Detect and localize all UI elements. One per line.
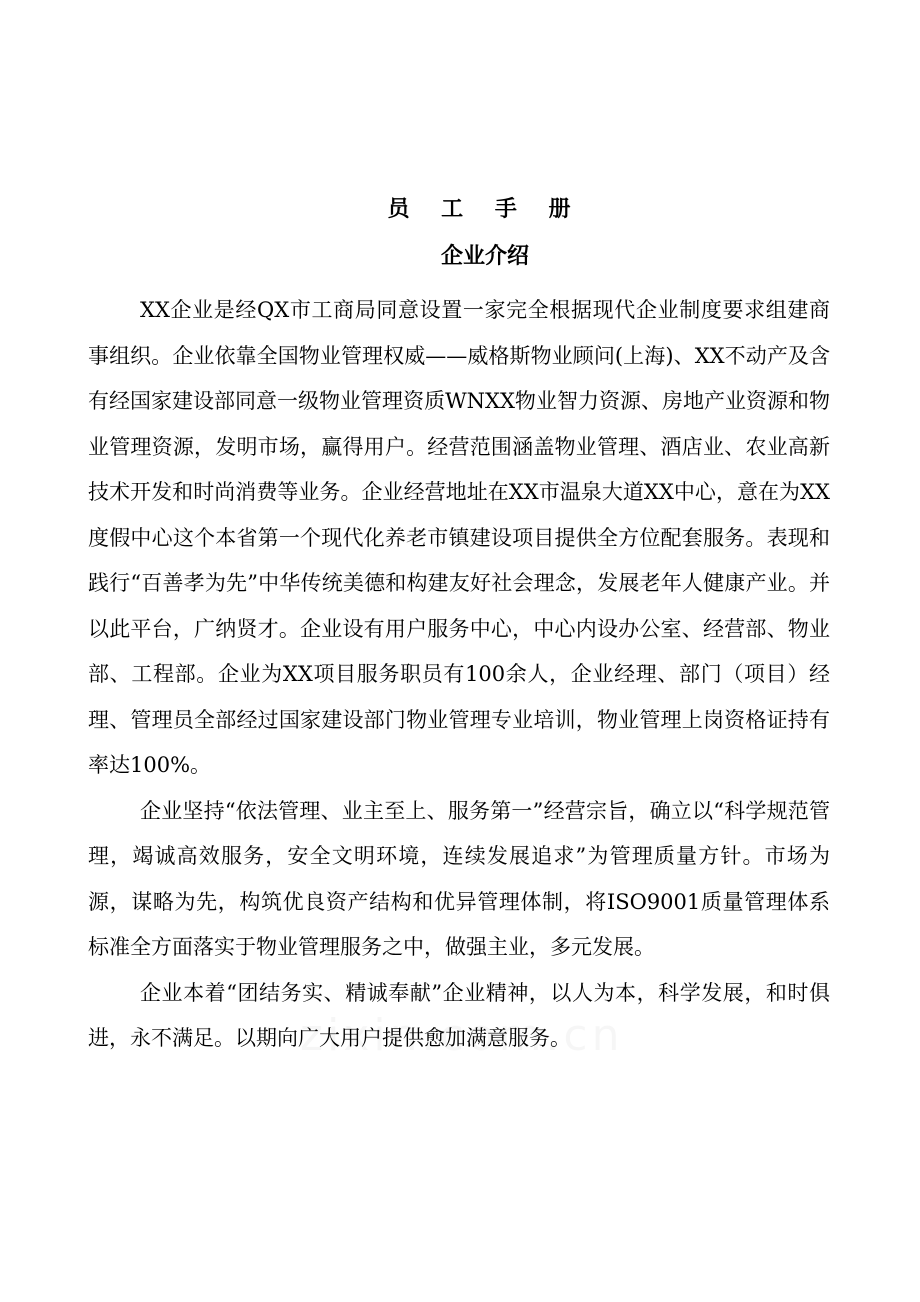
section-heading: 企业介绍 xyxy=(440,244,529,269)
document-title: 员 工 手 册 xyxy=(387,197,583,222)
paragraph-company-intro: XX企业是经QX市工商局同意设置一家完全根据现代企业制度要求组建商事组织。企业依靠全国物业管理权威——威格斯物业顾问(上海)、XX不动产及含有经国家建设部同意一级物业管理资质WNXX物业智力资源、房地产业资源和物业管理资源，发明市场，赢得用户。经营范围涵盖物业管理、酒店业、农业高新技术开发和时尚消费等业务。企业经营地址在XX市温泉大道XX中心，意在为XX度假中心这个本省第一个现代化养老市镇建设项目提供全方位配套服务。表现和践行“百善孝为先”中华传统美德和构建友好社会理念，发展老年人健康产业。并以此平台，广纳贤才。企业设有用户服务中心，中心内设办公室、经营部、物业部、工程部。企业为XX项目服务职员有100余人，企业经理、部门（项目）经理、管理员全部经过国家建设部门物业管理专业培训，物业管理上岗资格证持有率达100%。 xyxy=(88,298,830,777)
paragraph-company-spirit: 企业本着“团结务实、精诚奉献”企业精神，以人为本，科学发展，和时俱进，永不满足。以期向广大用户提供愈加满意服务。 xyxy=(88,980,830,1050)
paragraph-management-policy: 企业坚持“依法管理、业主至上、服务第一”经营宗旨，确立以“科学规范管理，竭诚高效服务，安全文明环境，连续发展追求”为管理质量方针。市场为源，谋略为先，构筑优良资产结构和优异管理体制，将ISO9001质量管理体系标准全方面落实于物业管理服务之中，做强主业，多元发展。 xyxy=(88,798,830,959)
document-body xyxy=(88,288,830,1062)
